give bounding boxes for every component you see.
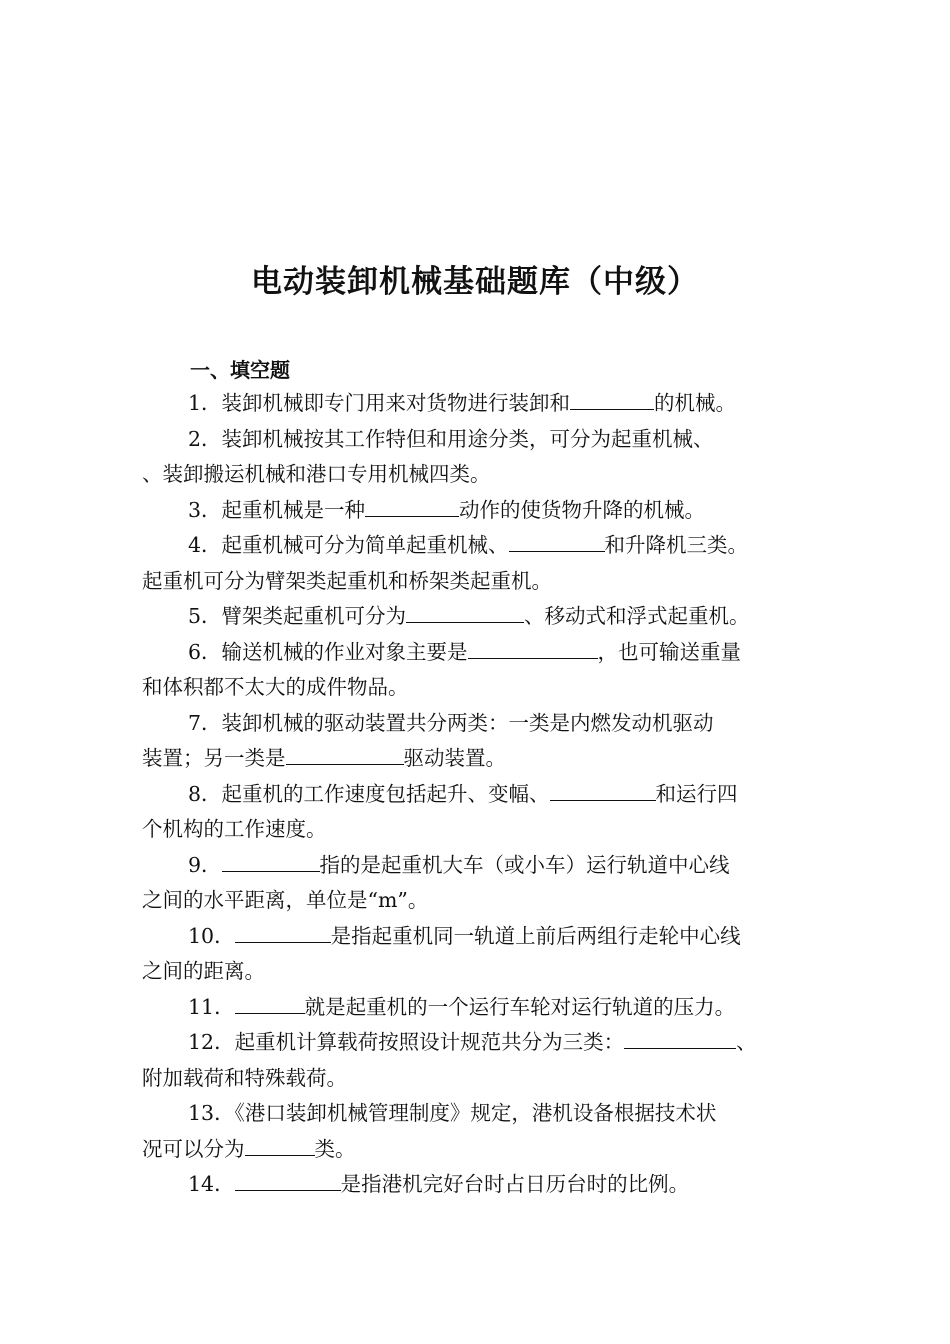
question-9: 9． 指的是起重机大车（或小车）运行轨道中心线 之间的水平距离，单位是“m”。 bbox=[142, 848, 832, 919]
answer-blank[interactable] bbox=[550, 778, 656, 801]
answer-blank[interactable] bbox=[245, 1133, 315, 1156]
answer-blank[interactable] bbox=[509, 529, 605, 552]
answer-blank[interactable] bbox=[235, 1168, 341, 1191]
answer-blank[interactable] bbox=[235, 920, 331, 943]
question-2: 2．装卸机械按其工作特但和用途分类，可分为起重机械、 、装卸搬运机械和港口专用机械四类。 bbox=[142, 426, 714, 486]
answer-blank[interactable] bbox=[235, 991, 305, 1014]
answer-blank[interactable] bbox=[286, 742, 404, 765]
answer-blank[interactable] bbox=[468, 636, 598, 659]
question-4: 4．起重机械可分为简单起重机械、 和升降机三类。 起重机可分为臂架类起重机和桥架类起重机。 bbox=[142, 528, 832, 599]
question-7: 7．装卸机械的驱动装置共分两类：一类是内燃发动机驱动 装置；另一类是 驱动装置。 bbox=[142, 710, 714, 770]
question-1: 1．装卸机械即专门用来对货物进行装卸和 的机械。 bbox=[142, 386, 832, 422]
answer-blank[interactable] bbox=[365, 494, 459, 517]
document-title: 电动装卸机械基础题库（中级） bbox=[251, 264, 699, 300]
question-12: 12．起重机计算载荷按照设计规范共分为三类： 、 附加载荷和特殊载荷。 bbox=[142, 1025, 832, 1096]
answer-blank[interactable] bbox=[406, 600, 524, 623]
question-11: 11． 就是起重机的一个运行车轮对运行轨道的压力。 bbox=[142, 990, 832, 1026]
question-3: 3．起重机械是一种 动作的使货物升降的机械。 bbox=[142, 493, 832, 529]
question-6: 6．输送机械的作业对象主要是 ，也可输送重量 和体积都不太大的成件物品。 bbox=[142, 635, 832, 706]
question-list bbox=[142, 386, 832, 1203]
section-heading: 一、填空题 bbox=[190, 358, 290, 382]
question-13: 13．《港口装卸机械管理制度》规定，港机设备根据技术状 况可以分为 类。 bbox=[142, 1101, 717, 1161]
answer-blank[interactable] bbox=[624, 1026, 736, 1049]
answer-blank[interactable] bbox=[570, 387, 654, 410]
question-10: 10． 是指起重机同一轨道上前后两组行走轮中心线 之间的距离。 bbox=[142, 919, 832, 990]
answer-blank[interactable] bbox=[222, 849, 320, 872]
question-14: 14． 是指港机完好台时占日历台时的比例。 bbox=[142, 1167, 832, 1203]
question-5: 5．臂架类起重机可分为 、移动式和浮式起重机。 bbox=[142, 599, 832, 635]
question-8: 8．起重机的工作速度包括起升、变幅、 和运行四 个机构的工作速度。 bbox=[142, 777, 832, 848]
